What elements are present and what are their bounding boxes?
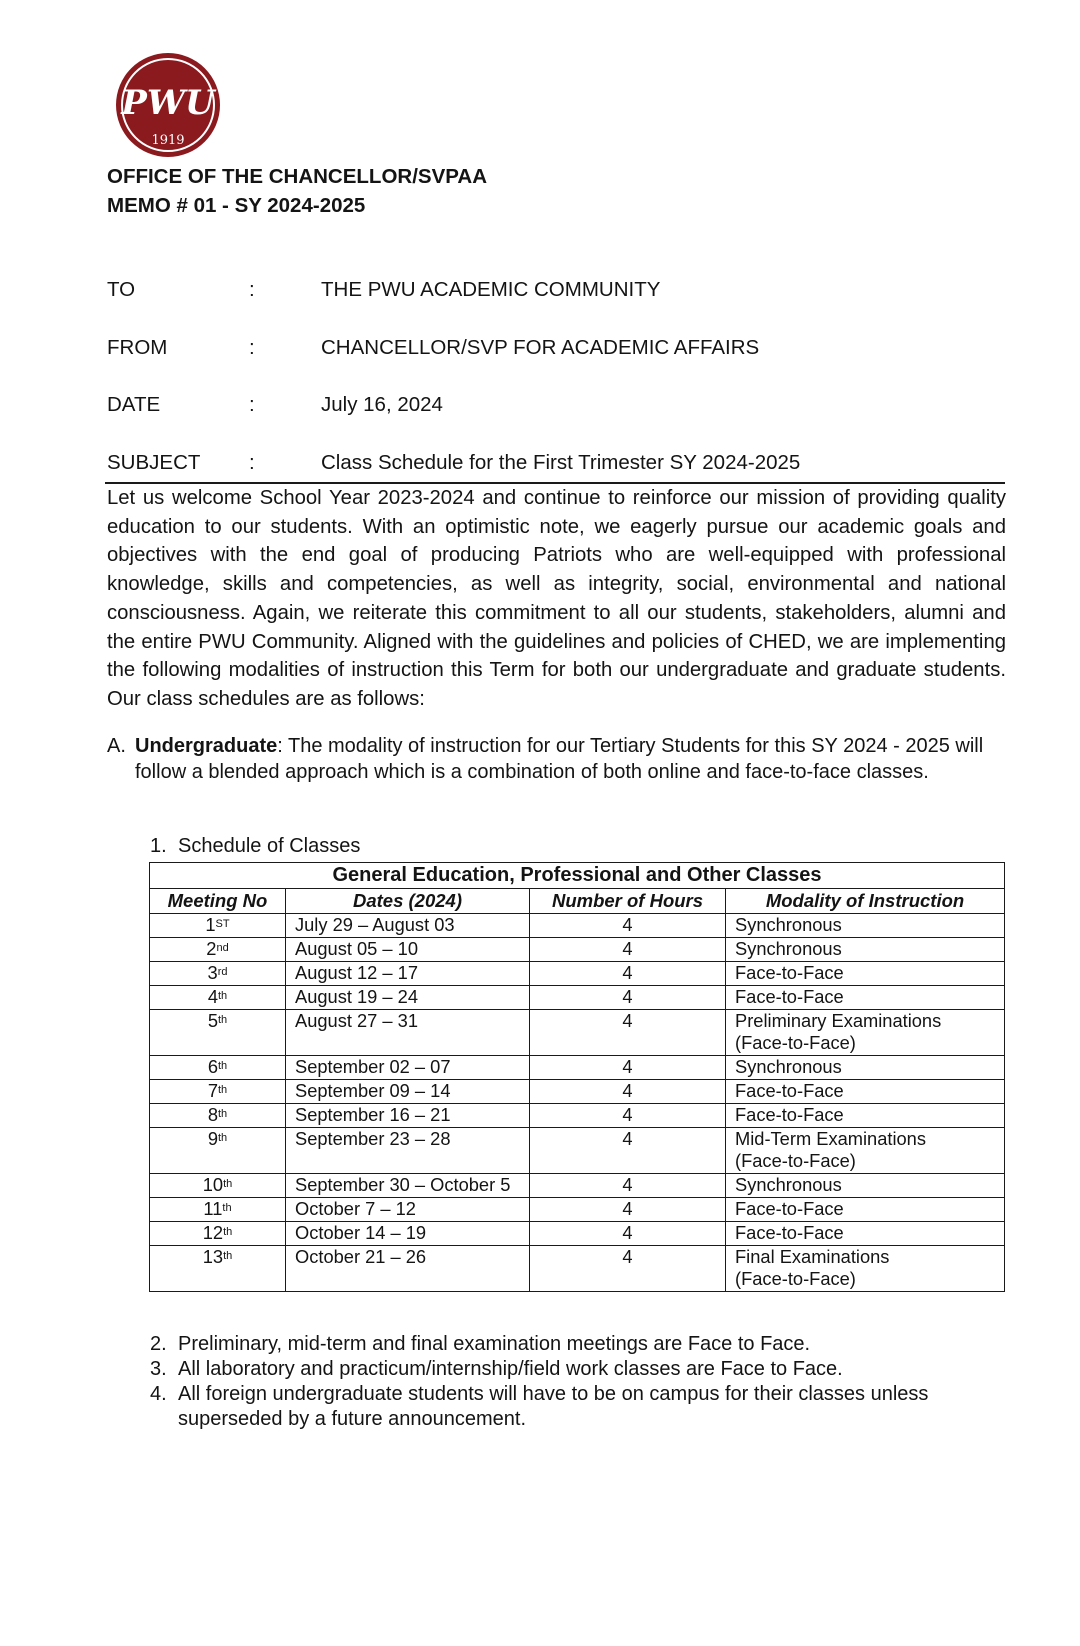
list-item [150, 1357, 1010, 1382]
table-row [150, 938, 1005, 962]
header-label: FROM [107, 336, 168, 359]
table-row [150, 1222, 1005, 1246]
pwu-logo [112, 52, 228, 160]
notes-list [150, 1332, 1010, 1432]
section-text: : The modality of instruction for our Tertiary Students for this SY 2024 - 2025 will follow a blended approach which is a combination of both online and face-to-face classes. [135, 735, 984, 783]
modality-cell: Mid-Term Examinations (Face-to-Face) [726, 1128, 1005, 1174]
table-row [150, 1080, 1005, 1104]
hours-cell: 4 [530, 986, 726, 1010]
note-text: All foreign undergraduate students will have to be on campus for their classes unless superseded by a future announcement. [178, 1383, 929, 1430]
meeting-no: 13th [150, 1246, 286, 1292]
table-title: General Education, Professional and Other Classes [150, 863, 1005, 889]
note-number: 4. [150, 1383, 167, 1405]
dates-cell: August 05 – 10 [286, 938, 530, 962]
table-row [150, 1104, 1005, 1128]
schedule-item-label: Schedule of Classes [178, 835, 361, 857]
header-label: SUBJECT [107, 451, 201, 474]
dates-cell: October 14 – 19 [286, 1222, 530, 1246]
note-text: All laboratory and practicum/internship/field work classes are Face to Face. [178, 1358, 843, 1380]
header-value: CHANCELLOR/SVP FOR ACADEMIC AFFAIRS [321, 336, 760, 359]
table-row [150, 914, 1005, 938]
table-row [150, 1246, 1005, 1292]
header-value: THE PWU ACADEMIC COMMUNITY [321, 278, 661, 301]
header-label: DATE [107, 393, 161, 416]
table-row [150, 1174, 1005, 1198]
modality-cell: Synchronous [726, 1056, 1005, 1080]
dates-cell: July 29 – August 03 [286, 914, 530, 938]
office-heading [107, 162, 487, 220]
hours-cell: 4 [530, 1080, 726, 1104]
dates-cell: October 7 – 12 [286, 1198, 530, 1222]
modality-cell: Synchronous [726, 914, 1005, 938]
modality-cell: Synchronous [726, 938, 1005, 962]
meeting-no: 2nd [150, 938, 286, 962]
hours-cell: 4 [530, 1174, 726, 1198]
note-text: Preliminary, mid-term and final examination meetings are Face to Face. [178, 1333, 811, 1355]
dates-cell: October 21 – 26 [286, 1246, 530, 1292]
modality-cell: Synchronous [726, 1174, 1005, 1198]
modality-cell: Face-to-Face [726, 1198, 1005, 1222]
dates-cell: September 23 – 28 [286, 1128, 530, 1174]
hours-cell: 4 [530, 1010, 726, 1056]
hours-cell: 4 [530, 1222, 726, 1246]
hours-cell: 4 [530, 914, 726, 938]
hours-cell: 4 [530, 1198, 726, 1222]
column-header: Modality of Instruction [726, 889, 1005, 914]
dates-cell: September 16 – 21 [286, 1104, 530, 1128]
hours-cell: 4 [530, 1246, 726, 1292]
hours-cell: 4 [530, 962, 726, 986]
schedule-item-title [150, 835, 360, 858]
table-row [150, 1056, 1005, 1080]
section-undergraduate [107, 734, 987, 785]
header-colon: : [249, 336, 255, 359]
header-colon: : [249, 393, 255, 416]
table-row [150, 986, 1005, 1010]
hours-cell: 4 [530, 938, 726, 962]
meeting-no: 10th [150, 1174, 286, 1198]
header-value: July 16, 2024 [321, 393, 443, 416]
modality-cell: Face-to-Face [726, 1222, 1005, 1246]
schedule-item-number: 1. [150, 835, 167, 857]
modality-cell: Final Examinations (Face-to-Face) [726, 1246, 1005, 1292]
meeting-no: 3rd [150, 962, 286, 986]
dates-cell: September 09 – 14 [286, 1080, 530, 1104]
header-value: Class Schedule for the First Trimester SY 2024-2025 [321, 451, 801, 474]
meeting-no: 5th [150, 1010, 286, 1056]
meeting-no: 9th [150, 1128, 286, 1174]
header-colon: : [249, 451, 255, 474]
section-letter: A. [107, 735, 126, 757]
dates-cell: September 30 – October 5 [286, 1174, 530, 1198]
hours-cell: 4 [530, 1128, 726, 1174]
table-row [150, 962, 1005, 986]
memo-number: MEMO # 01 - SY 2024-2025 [107, 194, 366, 217]
column-header: Dates (2024) [286, 889, 530, 914]
modality-cell: Face-to-Face [726, 1080, 1005, 1104]
column-header: Number of Hours [530, 889, 726, 914]
meeting-no: 8th [150, 1104, 286, 1128]
table-row [150, 1128, 1005, 1174]
header-label: TO [107, 278, 136, 301]
table-row [150, 1198, 1005, 1222]
meeting-no: 1ST [150, 914, 286, 938]
schedule-table [149, 862, 1005, 1292]
dates-cell: August 27 – 31 [286, 1010, 530, 1056]
section-heading: Undergraduate [135, 735, 278, 757]
dates-cell: August 12 – 17 [286, 962, 530, 986]
meeting-no: 11th [150, 1198, 286, 1222]
modality-cell: Preliminary Examinations (Face-to-Face) [726, 1010, 1005, 1056]
hours-cell: 4 [530, 1104, 726, 1128]
table-row [150, 1010, 1005, 1056]
note-number: 2. [150, 1333, 167, 1355]
meeting-no: 12th [150, 1222, 286, 1246]
meeting-no: 6th [150, 1056, 286, 1080]
modality-cell: Face-to-Face [726, 1104, 1005, 1128]
note-number: 3. [150, 1358, 167, 1380]
logo-monogram: PWU [121, 83, 215, 123]
logo-year: 1919 [151, 133, 185, 148]
meeting-no: 4th [150, 986, 286, 1010]
list-item [150, 1332, 1010, 1357]
meeting-no: 7th [150, 1080, 286, 1104]
hours-cell: 4 [530, 1056, 726, 1080]
office-line: OFFICE OF THE CHANCELLOR/SVPAA [107, 165, 488, 188]
column-header: Meeting No [150, 889, 286, 914]
intro-paragraph: Let us welcome School Year 2023-2024 and continue to reinforce our mission of providing quality education to our students. With an optimistic note, we eagerly pursue our academic goals and objectives with the end goal of producing Patriots who are well-equipped with professional knowledge, skills and competencies, as well as integrity, social, environmental and national consciousness. Again, we reiterate this commitment to all our students, stakeholders, alumni and the entire PWU Community. Aligned with the guidelines and policies of CHED, we are implementing the following modalities of instruction this Term for both our undergraduate and graduate students. Our class schedules are as follows: [107, 487, 1006, 710]
modality-cell: Face-to-Face [726, 962, 1005, 986]
list-item [150, 1382, 1010, 1432]
dates-cell: August 19 – 24 [286, 986, 530, 1010]
modality-cell: Face-to-Face [726, 986, 1005, 1010]
header-colon: : [249, 278, 255, 301]
dates-cell: September 02 – 07 [286, 1056, 530, 1080]
